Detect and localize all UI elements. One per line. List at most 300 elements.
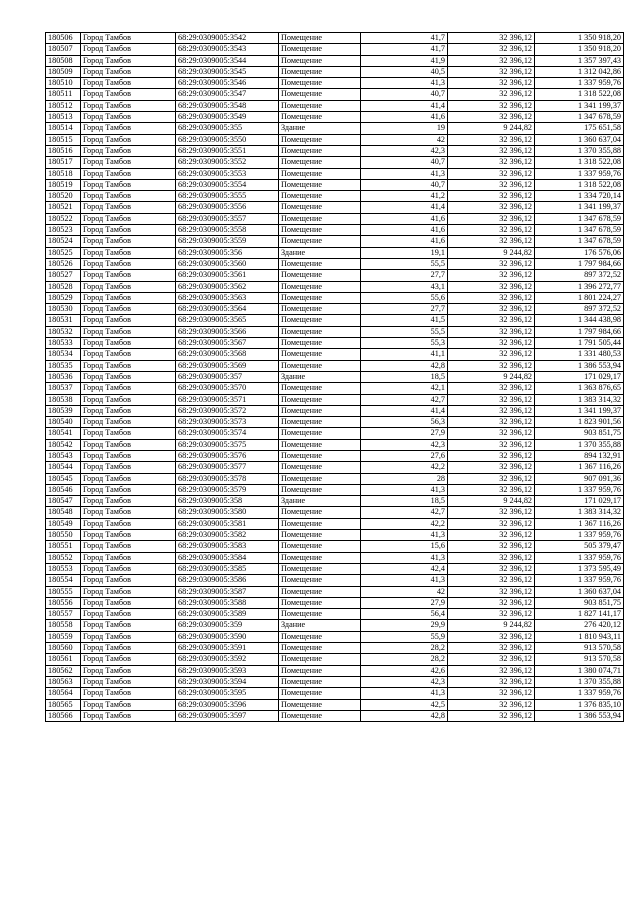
city-cell: Город Тамбов (81, 699, 176, 710)
city-cell: Город Тамбов (81, 326, 176, 337)
unit-value-cell: 32 396,12 (448, 643, 535, 654)
object-type-cell: Помещение (279, 586, 361, 597)
city-cell: Город Тамбов (81, 89, 176, 100)
row-number-cell: 180565 (46, 699, 81, 710)
object-type-cell: Помещение (279, 179, 361, 190)
total-value-cell: 1 823 901,56 (535, 417, 624, 428)
total-value-cell: 1 363 876,65 (535, 383, 624, 394)
area-cell: 42,8 (361, 710, 448, 721)
city-cell: Город Тамбов (81, 586, 176, 597)
total-value-cell: 1 360 637,04 (535, 586, 624, 597)
cadastral-number-cell: 68:29:0309005:3595 (176, 688, 279, 699)
object-type-cell: Помещение (279, 631, 361, 642)
table-row (46, 338, 624, 349)
total-value-cell: 1 383 314,32 (535, 507, 624, 518)
object-type-cell: Помещение (279, 134, 361, 145)
unit-value-cell: 32 396,12 (448, 292, 535, 303)
area-cell: 42 (361, 134, 448, 145)
cadastral-number-cell: 68:29:0309005:3596 (176, 699, 279, 710)
area-cell: 42,6 (361, 665, 448, 676)
object-type-cell: Помещение (279, 665, 361, 676)
row-number-cell: 180526 (46, 258, 81, 269)
row-number-cell: 180547 (46, 496, 81, 507)
row-number-cell: 180557 (46, 609, 81, 620)
unit-value-cell: 32 396,12 (448, 66, 535, 77)
unit-value-cell: 32 396,12 (448, 281, 535, 292)
cadastral-number-cell: 68:29:0309005:3571 (176, 394, 279, 405)
unit-value-cell: 32 396,12 (448, 710, 535, 721)
city-cell: Город Тамбов (81, 371, 176, 382)
row-number-cell: 180543 (46, 450, 81, 461)
object-type-cell: Помещение (279, 292, 361, 303)
row-number-cell: 180513 (46, 112, 81, 123)
cadastral-number-cell: 68:29:0309005:3546 (176, 78, 279, 89)
cadastral-number-cell: 68:29:0309005:3555 (176, 191, 279, 202)
total-value-cell: 1 331 480,53 (535, 349, 624, 360)
unit-value-cell: 32 396,12 (448, 552, 535, 563)
table-row (46, 518, 624, 529)
unit-value-cell: 32 396,12 (448, 179, 535, 190)
area-cell: 27,9 (361, 597, 448, 608)
cadastral-number-cell: 68:29:0309005:3547 (176, 89, 279, 100)
table-row (46, 654, 624, 665)
unit-value-cell: 32 396,12 (448, 383, 535, 394)
city-cell: Город Тамбов (81, 247, 176, 258)
total-value-cell: 1 367 116,26 (535, 518, 624, 529)
row-number-cell: 180518 (46, 168, 81, 179)
city-cell: Город Тамбов (81, 417, 176, 428)
table-row (46, 507, 624, 518)
unit-value-cell: 32 396,12 (448, 360, 535, 371)
total-value-cell: 1 347 678,59 (535, 213, 624, 224)
cadastral-number-cell: 68:29:0309005:3559 (176, 236, 279, 247)
row-number-cell: 180563 (46, 676, 81, 687)
area-cell: 42,7 (361, 507, 448, 518)
area-cell: 41,9 (361, 55, 448, 66)
object-type-cell: Помещение (279, 100, 361, 111)
area-cell: 42,7 (361, 394, 448, 405)
area-cell: 41,4 (361, 100, 448, 111)
unit-value-cell: 32 396,12 (448, 665, 535, 676)
city-cell: Город Тамбов (81, 179, 176, 190)
row-number-cell: 180548 (46, 507, 81, 518)
table-row (46, 417, 624, 428)
cadastral-table (45, 32, 624, 722)
cadastral-number-cell: 68:29:0309005:3574 (176, 428, 279, 439)
total-value-cell: 176 576,06 (535, 247, 624, 258)
table-row (46, 631, 624, 642)
unit-value-cell: 32 396,12 (448, 168, 535, 179)
object-type-cell: Помещение (279, 89, 361, 100)
city-cell: Город Тамбов (81, 258, 176, 269)
unit-value-cell: 32 396,12 (448, 157, 535, 168)
object-type-cell: Помещение (279, 315, 361, 326)
area-cell: 41,6 (361, 112, 448, 123)
table-row (46, 326, 624, 337)
total-value-cell: 1 383 314,32 (535, 394, 624, 405)
table-row (46, 315, 624, 326)
city-cell: Город Тамбов (81, 654, 176, 665)
object-type-cell: Помещение (279, 145, 361, 156)
unit-value-cell: 32 396,12 (448, 349, 535, 360)
total-value-cell: 1 386 553,94 (535, 710, 624, 721)
total-value-cell: 1 347 678,59 (535, 112, 624, 123)
unit-value-cell: 32 396,12 (448, 518, 535, 529)
cadastral-number-cell: 68:29:0309005:3570 (176, 383, 279, 394)
cadastral-number-cell: 68:29:0309005:3593 (176, 665, 279, 676)
object-type-cell: Помещение (279, 428, 361, 439)
row-number-cell: 180525 (46, 247, 81, 258)
area-cell: 55,5 (361, 258, 448, 269)
row-number-cell: 180506 (46, 33, 81, 44)
area-cell: 41,6 (361, 213, 448, 224)
table-row (46, 78, 624, 89)
object-type-cell: Помещение (279, 304, 361, 315)
total-value-cell: 1 370 355,88 (535, 676, 624, 687)
object-type-cell: Помещение (279, 530, 361, 541)
object-type-cell: Здание (279, 371, 361, 382)
object-type-cell: Помещение (279, 225, 361, 236)
row-number-cell: 180546 (46, 484, 81, 495)
row-number-cell: 180549 (46, 518, 81, 529)
area-cell: 41,6 (361, 236, 448, 247)
table-row (46, 100, 624, 111)
row-number-cell: 180520 (46, 191, 81, 202)
total-value-cell: 894 132,91 (535, 450, 624, 461)
area-cell: 42,2 (361, 518, 448, 529)
table-body (46, 33, 624, 722)
document-page (45, 32, 624, 722)
unit-value-cell: 32 396,12 (448, 541, 535, 552)
unit-value-cell: 32 396,12 (448, 699, 535, 710)
unit-value-cell: 32 396,12 (448, 270, 535, 281)
area-cell: 41,3 (361, 552, 448, 563)
unit-value-cell: 32 396,12 (448, 439, 535, 450)
city-cell: Город Тамбов (81, 710, 176, 721)
unit-value-cell: 32 396,12 (448, 563, 535, 574)
total-value-cell: 897 372,52 (535, 304, 624, 315)
unit-value-cell: 32 396,12 (448, 202, 535, 213)
object-type-cell: Помещение (279, 349, 361, 360)
city-cell: Город Тамбов (81, 518, 176, 529)
table-row (46, 688, 624, 699)
object-type-cell: Помещение (279, 676, 361, 687)
cadastral-number-cell: 68:29:0309005:355 (176, 123, 279, 134)
city-cell: Город Тамбов (81, 405, 176, 416)
cadastral-number-cell: 68:29:0309005:3568 (176, 349, 279, 360)
unit-value-cell: 32 396,12 (448, 676, 535, 687)
area-cell: 41,3 (361, 575, 448, 586)
object-type-cell: Помещение (279, 507, 361, 518)
cadastral-number-cell: 68:29:0309005:3556 (176, 202, 279, 213)
city-cell: Город Тамбов (81, 78, 176, 89)
row-number-cell: 180519 (46, 179, 81, 190)
row-number-cell: 180551 (46, 541, 81, 552)
cadastral-number-cell: 68:29:0309005:3586 (176, 575, 279, 586)
cadastral-number-cell: 68:29:0309005:3564 (176, 304, 279, 315)
total-value-cell: 903 851,75 (535, 428, 624, 439)
area-cell: 42,3 (361, 439, 448, 450)
city-cell: Город Тамбов (81, 575, 176, 586)
unit-value-cell: 32 396,12 (448, 631, 535, 642)
object-type-cell: Помещение (279, 473, 361, 484)
area-cell: 27,9 (361, 428, 448, 439)
row-number-cell: 180554 (46, 575, 81, 586)
row-number-cell: 180561 (46, 654, 81, 665)
object-type-cell: Помещение (279, 597, 361, 608)
area-cell: 15,6 (361, 541, 448, 552)
total-value-cell: 175 651,58 (535, 123, 624, 134)
cadastral-number-cell: 68:29:0309005:3563 (176, 292, 279, 303)
row-number-cell: 180534 (46, 349, 81, 360)
table-row (46, 530, 624, 541)
area-cell: 41,4 (361, 202, 448, 213)
city-cell: Город Тамбов (81, 100, 176, 111)
total-value-cell: 171 029,17 (535, 371, 624, 382)
area-cell: 28 (361, 473, 448, 484)
unit-value-cell: 9 244,82 (448, 371, 535, 382)
object-type-cell: Помещение (279, 518, 361, 529)
area-cell: 55,6 (361, 292, 448, 303)
cadastral-number-cell: 68:29:0309005:3588 (176, 597, 279, 608)
object-type-cell: Помещение (279, 450, 361, 461)
city-cell: Город Тамбов (81, 123, 176, 134)
row-number-cell: 180514 (46, 123, 81, 134)
cadastral-number-cell: 68:29:0309005:3561 (176, 270, 279, 281)
unit-value-cell: 32 396,12 (448, 417, 535, 428)
total-value-cell: 1 344 438,98 (535, 315, 624, 326)
total-value-cell: 1 337 959,76 (535, 78, 624, 89)
total-value-cell: 1 341 199,37 (535, 405, 624, 416)
table-row (46, 450, 624, 461)
cadastral-number-cell: 68:29:0309005:3548 (176, 100, 279, 111)
table-row (46, 405, 624, 416)
total-value-cell: 1 357 397,43 (535, 55, 624, 66)
row-number-cell: 180553 (46, 563, 81, 574)
object-type-cell: Помещение (279, 236, 361, 247)
area-cell: 41,3 (361, 78, 448, 89)
row-number-cell: 180560 (46, 643, 81, 654)
cadastral-number-cell: 68:29:0309005:3544 (176, 55, 279, 66)
object-type-cell: Помещение (279, 688, 361, 699)
city-cell: Город Тамбов (81, 213, 176, 224)
area-cell: 41,7 (361, 44, 448, 55)
row-number-cell: 180533 (46, 338, 81, 349)
table-row (46, 66, 624, 77)
cadastral-number-cell: 68:29:0309005:3580 (176, 507, 279, 518)
area-cell: 43,1 (361, 281, 448, 292)
area-cell: 28,2 (361, 643, 448, 654)
area-cell: 27,7 (361, 270, 448, 281)
row-number-cell: 180512 (46, 100, 81, 111)
table-row (46, 473, 624, 484)
area-cell: 41,4 (361, 405, 448, 416)
row-number-cell: 180555 (46, 586, 81, 597)
cadastral-number-cell: 68:29:0309005:359 (176, 620, 279, 631)
unit-value-cell: 32 396,12 (448, 112, 535, 123)
total-value-cell: 1 337 959,76 (535, 688, 624, 699)
table-row (46, 609, 624, 620)
total-value-cell: 171 029,17 (535, 496, 624, 507)
cadastral-number-cell: 68:29:0309005:3591 (176, 643, 279, 654)
row-number-cell: 180531 (46, 315, 81, 326)
cadastral-number-cell: 68:29:0309005:3542 (176, 33, 279, 44)
table-row (46, 157, 624, 168)
cadastral-number-cell: 68:29:0309005:3583 (176, 541, 279, 552)
unit-value-cell: 32 396,12 (448, 134, 535, 145)
row-number-cell: 180521 (46, 202, 81, 213)
total-value-cell: 1 337 959,76 (535, 168, 624, 179)
cadastral-number-cell: 68:29:0309005:3567 (176, 338, 279, 349)
row-number-cell: 180564 (46, 688, 81, 699)
object-type-cell: Помещение (279, 699, 361, 710)
city-cell: Город Тамбов (81, 609, 176, 620)
total-value-cell: 1 337 959,76 (535, 484, 624, 495)
total-value-cell: 1 350 918,20 (535, 44, 624, 55)
city-cell: Город Тамбов (81, 236, 176, 247)
city-cell: Город Тамбов (81, 541, 176, 552)
city-cell: Город Тамбов (81, 665, 176, 676)
city-cell: Город Тамбов (81, 643, 176, 654)
table-row (46, 428, 624, 439)
table-row (46, 33, 624, 44)
object-type-cell: Помещение (279, 563, 361, 574)
unit-value-cell: 32 396,12 (448, 450, 535, 461)
city-cell: Город Тамбов (81, 225, 176, 236)
cadastral-number-cell: 68:29:0309005:3554 (176, 179, 279, 190)
area-cell: 41,3 (361, 484, 448, 495)
row-number-cell: 180541 (46, 428, 81, 439)
table-row (46, 699, 624, 710)
cadastral-number-cell: 68:29:0309005:356 (176, 247, 279, 258)
table-row (46, 44, 624, 55)
area-cell: 56,4 (361, 609, 448, 620)
area-cell: 27,7 (361, 304, 448, 315)
table-row (46, 383, 624, 394)
object-type-cell: Здание (279, 247, 361, 258)
table-row (46, 191, 624, 202)
area-cell: 41,1 (361, 349, 448, 360)
area-cell: 41,2 (361, 191, 448, 202)
area-cell: 19 (361, 123, 448, 134)
cadastral-number-cell: 68:29:0309005:3553 (176, 168, 279, 179)
table-row (46, 496, 624, 507)
city-cell: Город Тамбов (81, 360, 176, 371)
row-number-cell: 180511 (46, 89, 81, 100)
object-type-cell: Помещение (279, 484, 361, 495)
total-value-cell: 1 791 505,44 (535, 338, 624, 349)
object-type-cell: Помещение (279, 383, 361, 394)
area-cell: 41,7 (361, 33, 448, 44)
row-number-cell: 180527 (46, 270, 81, 281)
total-value-cell: 1 334 720,14 (535, 191, 624, 202)
unit-value-cell: 32 396,12 (448, 258, 535, 269)
object-type-cell: Помещение (279, 258, 361, 269)
unit-value-cell: 9 244,82 (448, 123, 535, 134)
object-type-cell: Помещение (279, 270, 361, 281)
area-cell: 40,5 (361, 66, 448, 77)
city-cell: Город Тамбов (81, 191, 176, 202)
city-cell: Город Тамбов (81, 349, 176, 360)
total-value-cell: 505 379,47 (535, 541, 624, 552)
area-cell: 42,4 (361, 563, 448, 574)
row-number-cell: 180559 (46, 631, 81, 642)
total-value-cell: 1 318 522,08 (535, 157, 624, 168)
cadastral-number-cell: 68:29:0309005:3565 (176, 315, 279, 326)
unit-value-cell: 32 396,12 (448, 484, 535, 495)
unit-value-cell: 32 396,12 (448, 100, 535, 111)
cadastral-number-cell: 68:29:0309005:3590 (176, 631, 279, 642)
cadastral-number-cell: 68:29:0309005:3569 (176, 360, 279, 371)
unit-value-cell: 32 396,12 (448, 575, 535, 586)
row-number-cell: 180523 (46, 225, 81, 236)
cadastral-number-cell: 68:29:0309005:3582 (176, 530, 279, 541)
row-number-cell: 180517 (46, 157, 81, 168)
object-type-cell: Помещение (279, 191, 361, 202)
total-value-cell: 1 312 042,86 (535, 66, 624, 77)
object-type-cell: Помещение (279, 338, 361, 349)
cadastral-number-cell: 68:29:0309005:3562 (176, 281, 279, 292)
area-cell: 41,5 (361, 315, 448, 326)
row-number-cell: 180540 (46, 417, 81, 428)
row-number-cell: 180562 (46, 665, 81, 676)
table-row (46, 112, 624, 123)
area-cell: 42,8 (361, 360, 448, 371)
object-type-cell: Помещение (279, 44, 361, 55)
total-value-cell: 1 337 959,76 (535, 530, 624, 541)
cadastral-number-cell: 68:29:0309005:357 (176, 371, 279, 382)
city-cell: Город Тамбов (81, 157, 176, 168)
row-number-cell: 180545 (46, 473, 81, 484)
cadastral-number-cell: 68:29:0309005:3549 (176, 112, 279, 123)
row-number-cell: 180537 (46, 383, 81, 394)
unit-value-cell: 32 396,12 (448, 89, 535, 100)
row-number-cell: 180509 (46, 66, 81, 77)
row-number-cell: 180544 (46, 462, 81, 473)
cadastral-number-cell: 68:29:0309005:3576 (176, 450, 279, 461)
total-value-cell: 1 318 522,08 (535, 179, 624, 190)
table-row (46, 168, 624, 179)
total-value-cell: 1 370 355,88 (535, 439, 624, 450)
total-value-cell: 903 851,75 (535, 597, 624, 608)
object-type-cell: Здание (279, 620, 361, 631)
city-cell: Город Тамбов (81, 631, 176, 642)
table-row (46, 213, 624, 224)
city-cell: Город Тамбов (81, 292, 176, 303)
city-cell: Город Тамбов (81, 552, 176, 563)
area-cell: 42,5 (361, 699, 448, 710)
row-number-cell: 180542 (46, 439, 81, 450)
cadastral-number-cell: 68:29:0309005:3577 (176, 462, 279, 473)
area-cell: 42,1 (361, 383, 448, 394)
table-row (46, 292, 624, 303)
city-cell: Город Тамбов (81, 338, 176, 349)
cadastral-number-cell: 68:29:0309005:3579 (176, 484, 279, 495)
object-type-cell: Помещение (279, 575, 361, 586)
total-value-cell: 1 797 984,66 (535, 326, 624, 337)
cadastral-number-cell: 68:29:0309005:3566 (176, 326, 279, 337)
table-row (46, 563, 624, 574)
table-row (46, 462, 624, 473)
row-number-cell: 180539 (46, 405, 81, 416)
cadastral-number-cell: 68:29:0309005:358 (176, 496, 279, 507)
row-number-cell: 180529 (46, 292, 81, 303)
row-number-cell: 180536 (46, 371, 81, 382)
unit-value-cell: 32 396,12 (448, 33, 535, 44)
object-type-cell: Помещение (279, 112, 361, 123)
unit-value-cell: 32 396,12 (448, 44, 535, 55)
row-number-cell: 180538 (46, 394, 81, 405)
